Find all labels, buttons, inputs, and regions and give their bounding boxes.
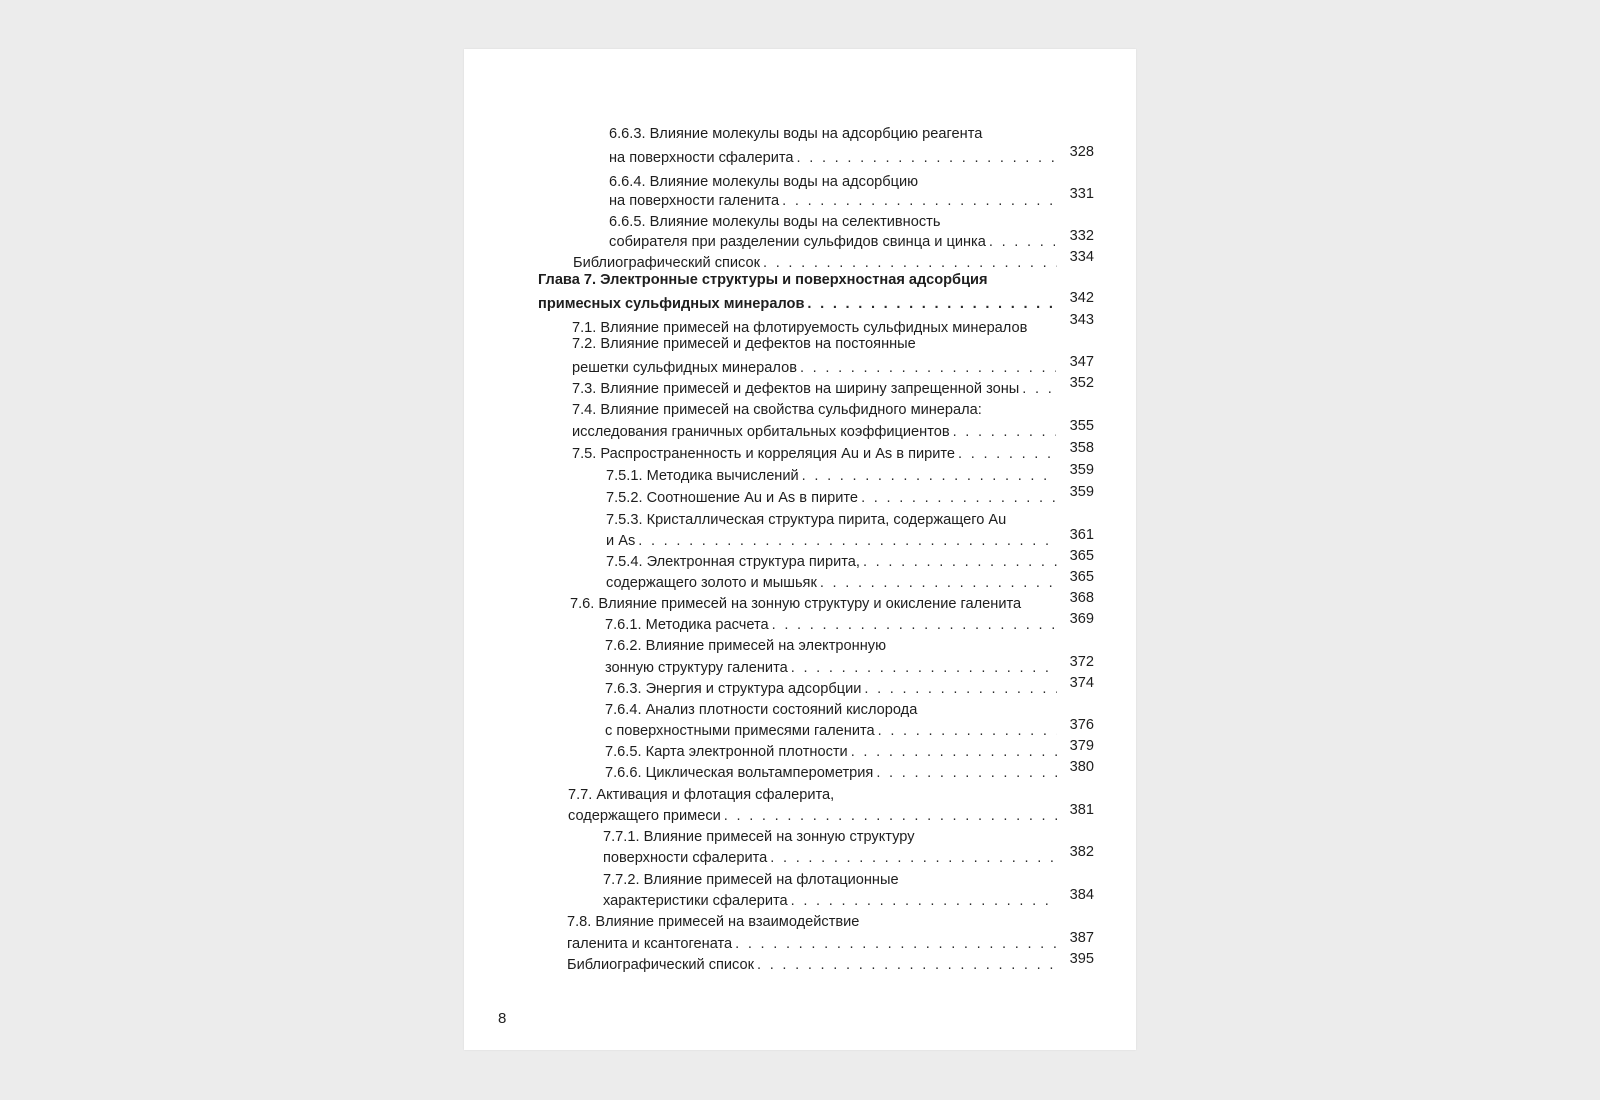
toc-entry-text: 7.6.6. Циклическая вольтамперометрия bbox=[605, 765, 874, 781]
book-page bbox=[464, 49, 1136, 1050]
toc-entry bbox=[567, 913, 1047, 931]
toc-entry-text: 7.6.4. Анализ плотности состояний кислорода bbox=[605, 702, 918, 718]
toc-entry bbox=[572, 335, 1052, 353]
leader-dots bbox=[797, 149, 1058, 167]
leader-dots bbox=[958, 445, 1056, 463]
toc-page-number: 331 bbox=[1069, 186, 1094, 202]
leader-dots bbox=[864, 680, 1057, 698]
toc-page-number: 365 bbox=[1069, 548, 1094, 564]
toc-page-number: 359 bbox=[1069, 462, 1094, 478]
toc-entry bbox=[568, 786, 1048, 804]
toc-entry bbox=[609, 149, 1062, 167]
toc-page-number: 380 bbox=[1069, 759, 1094, 775]
toc-page-number: 395 bbox=[1069, 951, 1094, 967]
toc-entry-text: 7.5.3. Кристаллическая структура пирита, содержащего Au bbox=[606, 512, 1007, 528]
toc-page-number: 352 bbox=[1069, 375, 1094, 391]
toc-entry bbox=[609, 125, 1069, 143]
toc-entry bbox=[572, 380, 1060, 398]
toc-page-number: 334 bbox=[1069, 249, 1094, 265]
toc-page-number: 384 bbox=[1069, 887, 1094, 903]
toc-page-number: 328 bbox=[1069, 144, 1094, 160]
toc-entry-text: 7.6.3. Энергия и структура адсорбции bbox=[605, 681, 862, 697]
table-of-contents bbox=[464, 49, 1136, 1050]
toc-entry bbox=[606, 511, 1066, 529]
toc-entry bbox=[609, 213, 1069, 231]
leader-dots bbox=[772, 616, 1057, 634]
toc-entry bbox=[606, 489, 1061, 507]
leader-dots bbox=[763, 254, 1057, 272]
toc-page-number: 387 bbox=[1069, 930, 1094, 946]
toc-entry-text: и As bbox=[606, 533, 636, 549]
toc-entry bbox=[603, 871, 1063, 889]
toc-page-number: 347 bbox=[1069, 354, 1094, 370]
toc-entry-text: 7.2. Влияние примесей и дефектов на постоянные bbox=[572, 336, 916, 352]
toc-entry bbox=[572, 359, 1060, 377]
toc-entry-text: на поверхности сфалерита bbox=[609, 150, 794, 166]
toc-entry-text: характеристики сфалерита bbox=[603, 893, 788, 909]
toc-page-number: 372 bbox=[1069, 654, 1094, 670]
toc-page-number: 359 bbox=[1069, 484, 1094, 500]
toc-entry-text: содержащего золото и мышьяк bbox=[606, 575, 817, 591]
toc-page-number: 361 bbox=[1069, 527, 1094, 543]
leader-dots bbox=[791, 659, 1057, 677]
toc-entry-text: 7.6.1. Методика расчета bbox=[605, 617, 769, 633]
toc-entry-text: собирателя при разделении сульфидов свинца и цинка bbox=[609, 234, 986, 250]
toc-entry bbox=[603, 828, 1063, 846]
toc-page-number: 376 bbox=[1069, 717, 1094, 733]
chapter-heading bbox=[538, 271, 1078, 289]
toc-entry bbox=[573, 254, 1061, 272]
toc-entry-text: зонную структуру галенита bbox=[605, 660, 788, 676]
leader-dots bbox=[638, 532, 1057, 550]
toc-entry-text: 7.6.2. Влияние примесей на электронную bbox=[605, 638, 887, 654]
leader-dots bbox=[802, 467, 1057, 485]
toc-page-number: 355 bbox=[1069, 418, 1094, 434]
toc-entry bbox=[572, 401, 1052, 419]
toc-entry bbox=[603, 849, 1061, 867]
toc-entry bbox=[606, 532, 1061, 550]
toc-entry bbox=[567, 935, 1061, 953]
toc-entry-text: 6.6.4. Влияние молекулы воды на адсорбцию bbox=[609, 174, 919, 190]
toc-entry bbox=[572, 445, 1060, 463]
toc-entry-text: 6.6.3. Влияние молекулы воды на адсорбцию реагента bbox=[609, 126, 983, 142]
toc-page-number: 369 bbox=[1069, 611, 1094, 627]
toc-entry bbox=[609, 233, 1059, 251]
toc-entry bbox=[568, 807, 1061, 825]
toc-entry-text: Глава 7. Электронные структуры и поверхностная адсорбция bbox=[538, 272, 988, 288]
toc-entry-text: 7.7. Активация и флотация сфалерита, bbox=[568, 787, 835, 803]
leader-dots bbox=[820, 574, 1057, 592]
toc-entry-text: 7.6.5. Карта электронной плотности bbox=[605, 744, 848, 760]
toc-entry bbox=[605, 616, 1061, 634]
toc-entry-text: на поверхности галенита bbox=[609, 193, 780, 209]
toc-entry bbox=[609, 192, 1057, 210]
toc-entry-text: 7.1. Влияние примесей на флотируемость сульфидных минералов bbox=[572, 320, 1028, 336]
toc-page-number: 358 bbox=[1069, 440, 1094, 456]
toc-entry-text: Библиографический список bbox=[573, 255, 761, 271]
toc-page-number: 368 bbox=[1069, 590, 1094, 606]
toc-entry bbox=[606, 553, 1061, 571]
toc-entry-text: 7.4. Влияние примесей на свойства сульфидного минерала: bbox=[572, 402, 982, 418]
toc-entry bbox=[609, 173, 1069, 191]
toc-entry bbox=[606, 467, 1061, 485]
toc-entry-text: с поверхностными примесями галенита bbox=[605, 723, 875, 739]
page-number: 8 bbox=[498, 1010, 507, 1027]
toc-entry-text: решетки сульфидных минералов bbox=[572, 360, 797, 376]
toc-entry bbox=[605, 743, 1061, 761]
leader-dots bbox=[735, 935, 1057, 953]
toc-page-number: 365 bbox=[1069, 569, 1094, 585]
toc-entry bbox=[605, 637, 1065, 655]
toc-page-number: 343 bbox=[1069, 312, 1094, 328]
toc-entry bbox=[605, 680, 1061, 698]
toc-entry bbox=[572, 423, 1060, 441]
leader-dots bbox=[770, 849, 1057, 867]
leader-dots bbox=[953, 423, 1056, 441]
leader-dots bbox=[876, 764, 1057, 782]
toc-entry bbox=[606, 574, 1061, 592]
toc-entry bbox=[605, 701, 1065, 719]
toc-page-number: 374 bbox=[1069, 675, 1094, 691]
leader-dots bbox=[807, 295, 1056, 313]
toc-page-number: 381 bbox=[1069, 802, 1094, 818]
toc-entry bbox=[605, 764, 1061, 782]
toc-entry bbox=[567, 956, 1061, 974]
toc-page-number: 332 bbox=[1069, 228, 1094, 244]
chapter-heading bbox=[538, 295, 1060, 313]
toc-entry-text: исследования граничных орбитальных коэффициентов bbox=[572, 424, 950, 440]
leader-dots bbox=[989, 233, 1055, 251]
toc-entry-text: 7.8. Влияние примесей на взаимодействие bbox=[567, 914, 860, 930]
leader-dots bbox=[757, 956, 1057, 974]
toc-entry-text: примесных сульфидных минералов bbox=[538, 296, 805, 312]
toc-entry bbox=[603, 892, 1061, 910]
toc-entry-text: 7.5.1. Методика вычислений bbox=[606, 468, 799, 484]
toc-entry bbox=[605, 722, 1061, 740]
toc-entry-text: 7.5.2. Соотношение Au и As в пирите bbox=[606, 490, 859, 506]
toc-entry-text: поверхности сфалерита bbox=[603, 850, 768, 866]
leader-dots bbox=[861, 489, 1057, 507]
toc-page-number: 382 bbox=[1069, 844, 1094, 860]
toc-entry bbox=[570, 595, 1060, 613]
leader-dots bbox=[863, 553, 1057, 571]
toc-entry-text: 7.5.4. Электронная структура пирита, bbox=[606, 554, 860, 570]
leader-dots bbox=[878, 722, 1057, 740]
leader-dots bbox=[1022, 380, 1056, 398]
toc-entry-text: 7.7.1. Влияние примесей на зонную структуру bbox=[603, 829, 915, 845]
toc-entry-text: Библиографический список bbox=[567, 957, 755, 973]
leader-dots bbox=[851, 743, 1057, 761]
leader-dots bbox=[800, 359, 1056, 377]
toc-entry bbox=[605, 659, 1061, 677]
toc-entry-text: 7.6. Влияние примесей на зонную структуру и окисление галенита bbox=[570, 596, 1022, 612]
toc-entry-text: 6.6.5. Влияние молекулы воды на селективность bbox=[609, 214, 941, 230]
leader-dots bbox=[724, 807, 1057, 825]
toc-page-number: 342 bbox=[1069, 290, 1094, 306]
toc-entry-text: галенита и ксантогената bbox=[567, 936, 733, 952]
toc-entry-text: 7.3. Влияние примесей и дефектов на ширину запрещенной зоны bbox=[572, 381, 1020, 397]
leader-dots bbox=[782, 192, 1053, 210]
toc-entry-text: содержащего примеси bbox=[568, 808, 721, 824]
toc-entry-text: 7.7.2. Влияние примесей на флотационные bbox=[603, 872, 899, 888]
toc-page-number: 379 bbox=[1069, 738, 1094, 754]
toc-entry-text: 7.5. Распространенность и корреляция Au и As в пирите bbox=[572, 446, 956, 462]
leader-dots bbox=[791, 892, 1057, 910]
